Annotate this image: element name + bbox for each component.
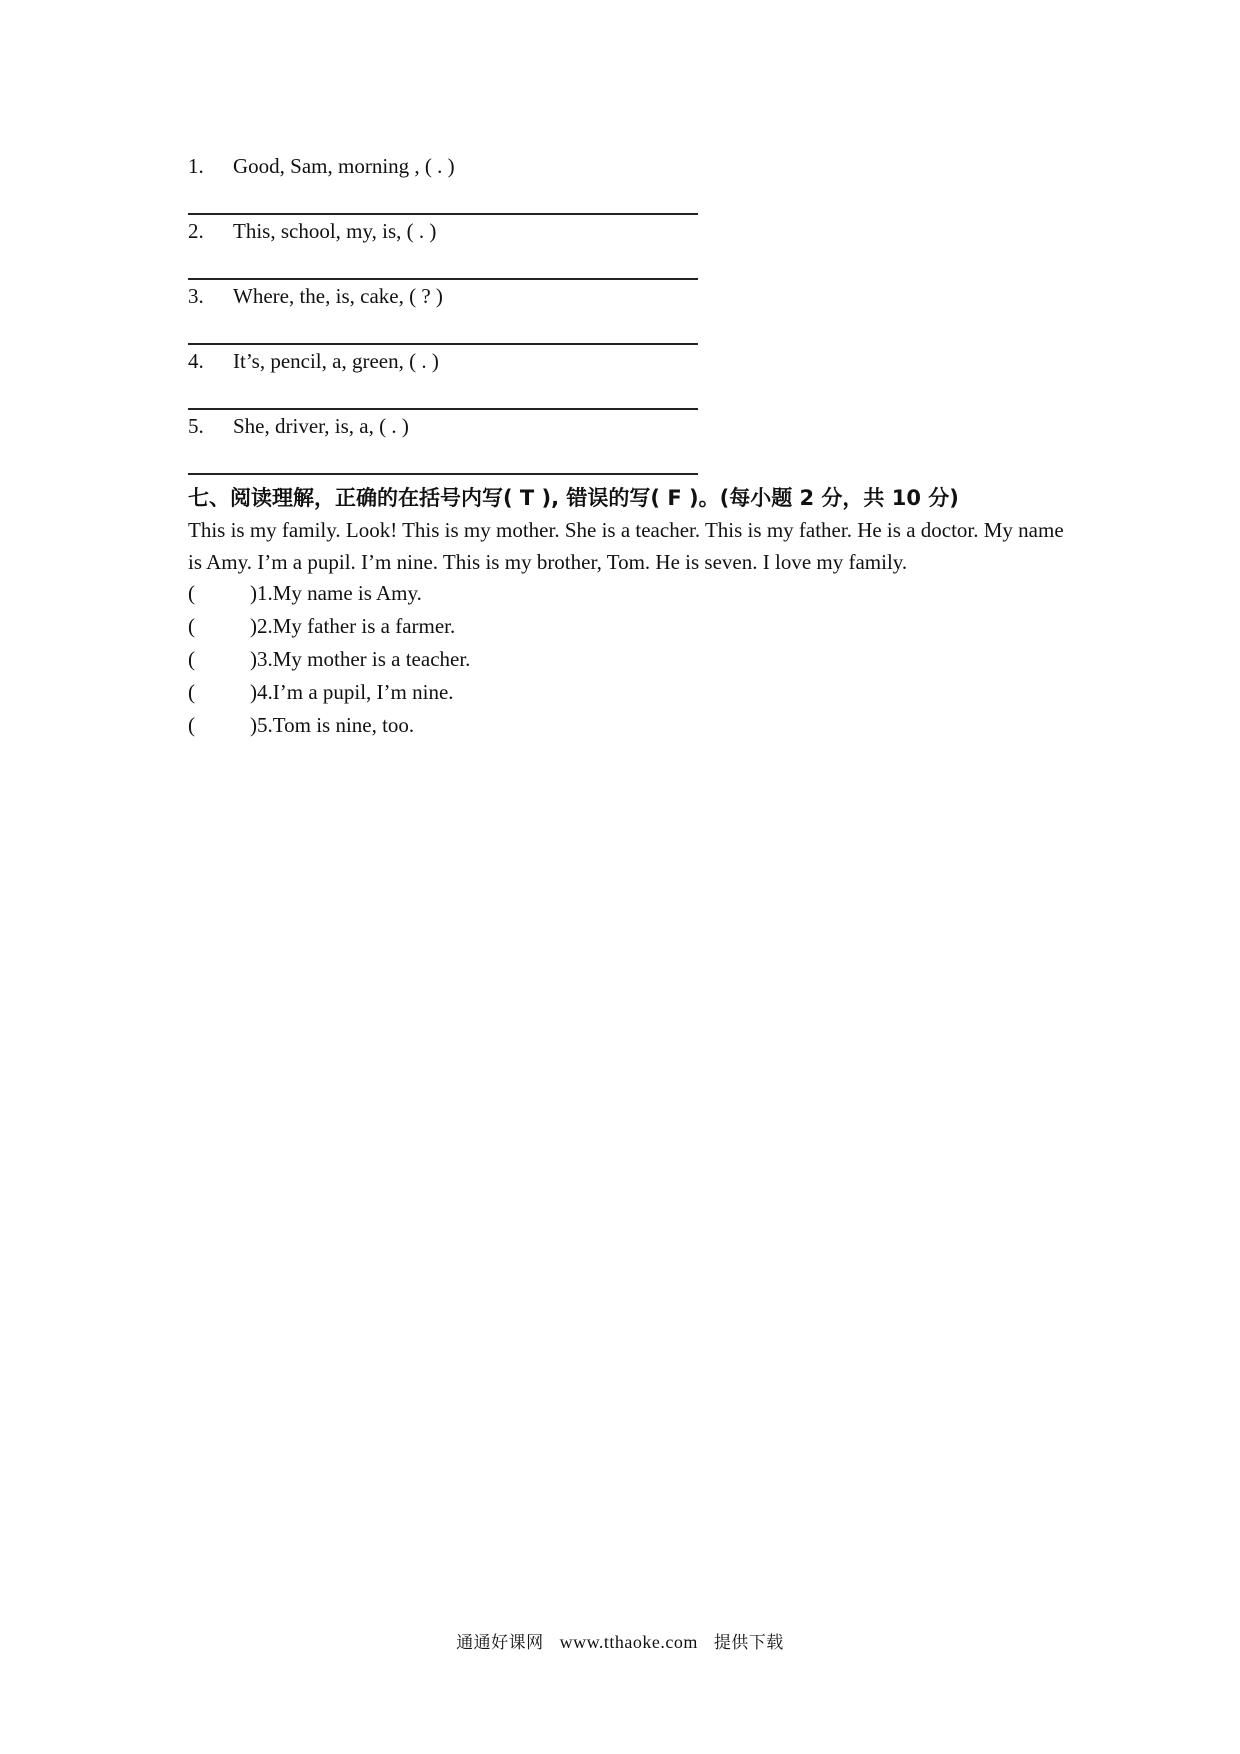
question-text: )2.My father is a farmer.: [250, 614, 456, 638]
answer-line[interactable]: [188, 473, 698, 475]
answer-blank[interactable]: [198, 678, 250, 708]
question-number: 5.: [188, 414, 204, 438]
ordering-question: [188, 215, 698, 280]
tf-question: [188, 678, 788, 711]
footer-website-link[interactable]: www.tthaoke.com: [559, 1632, 698, 1652]
question-text: )4.I’m a pupil, I’m nine.: [250, 680, 454, 704]
question-number: 2.: [188, 219, 204, 243]
scrambled-words: This, school, my, is, ( . ): [233, 219, 437, 243]
open-bracket: (: [188, 680, 195, 704]
tf-question: [188, 612, 788, 645]
answer-blank[interactable]: [198, 579, 250, 609]
ordering-question: [188, 345, 698, 410]
ordering-question: [188, 280, 698, 345]
scrambled-words: Where, the, is, cake, ( ? ): [233, 284, 443, 308]
reading-passage: This is my family. Look! This is my mother. She is a teacher. This is my father. He is a doctor. My name is Amy. I’m a pupil. I’m nine. This is my brother, Tom. He is seven. I love my family.: [188, 518, 1064, 574]
answer-blank[interactable]: [198, 612, 250, 642]
question-text: )1.My name is Amy.: [250, 581, 422, 605]
tf-question: [188, 579, 788, 612]
true-false-questions: [188, 579, 788, 744]
ordering-question: [188, 410, 698, 475]
footer-brand: 通通好课网: [456, 1633, 544, 1653]
ordering-question: [188, 150, 698, 215]
reading-section-title: 七、阅读理解，正确的在括号内写( T ), 错误的写( F )。(每小题 2 分，共 10 分): [188, 486, 959, 510]
question-number: 1.: [188, 154, 204, 178]
open-bracket: (: [188, 581, 195, 605]
scrambled-words: It’s, pencil, a, green, ( . ): [233, 349, 439, 373]
open-bracket: (: [188, 614, 195, 638]
answer-blank[interactable]: [198, 711, 250, 741]
answer-blank[interactable]: [198, 645, 250, 675]
page-footer: [0, 1628, 1240, 1653]
scrambled-words: She, driver, is, a, ( . ): [233, 414, 409, 438]
question-number: 4.: [188, 349, 204, 373]
scrambled-words: Good, Sam, morning , ( . ): [233, 154, 455, 178]
open-bracket: (: [188, 647, 195, 671]
tf-question: [188, 711, 788, 744]
question-text: )3.My mother is a teacher.: [250, 647, 471, 671]
question-text: )5.Tom is nine, too.: [250, 713, 415, 737]
sentence-ordering-section: [188, 150, 698, 475]
open-bracket: (: [188, 713, 195, 737]
footer-note: 提供下载: [713, 1633, 784, 1653]
tf-question: [188, 645, 788, 678]
question-number: 3.: [188, 284, 204, 308]
